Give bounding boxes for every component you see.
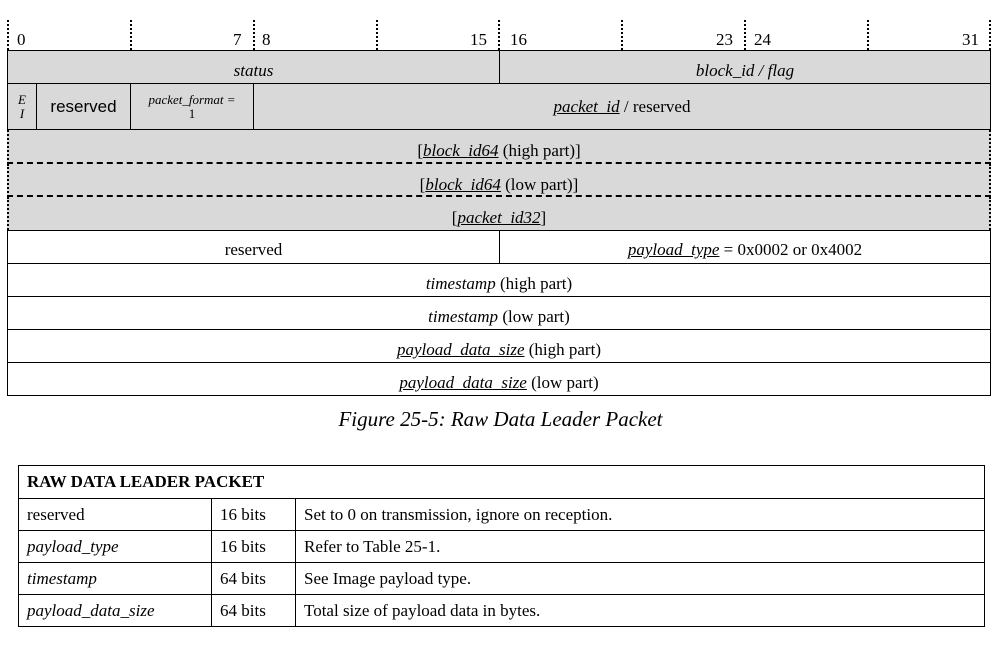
field-bits-cell: 16 bits [212,531,296,563]
packet-id-label: packet_id [553,96,620,116]
bit-label-15: 15 [470,30,487,49]
payload-size-low-field [7,362,991,396]
payload-size-low-rest: (low part) [526,373,599,392]
block-id64-high-field [7,130,991,164]
block-id64-high-name: block_id64 [422,141,499,160]
payload-size-high-rest: (high part) [524,340,601,359]
timestamp-low-name: timestamp [428,307,499,326]
payload-size-high-field [7,329,991,363]
field-bits-cell: 16 bits [212,499,296,531]
status-label: status [233,61,274,80]
packet-id32-open: [ [451,207,458,227]
field-desc-cell: Set to 0 on transmission, ignore on reception. [296,499,985,531]
packet-format-label: packet_format = [148,91,236,107]
packet-format-value: 1 [188,105,196,121]
block-id64-low-rest: (low part)] [500,174,579,194]
field-desc-cell: Total size of payload data in bytes. [296,595,985,627]
payload-size-low-name: payload_data_size [399,373,527,392]
timestamp-high-rest: (high part) [495,274,573,293]
bit-label-0: 0 [17,30,26,49]
bit-label-24: 24 [754,30,771,49]
reserved-16-label: reserved [224,240,283,259]
field-desc-cell: Refer to Table 25-1. [296,531,985,563]
table-row [19,499,985,531]
ei-label-top: E [18,91,26,107]
block-id-flag-label: block_id / flag [695,61,795,80]
table-row [19,531,985,563]
packet-id-reserved-label: / reserved [619,96,691,116]
bit-label-8: 8 [262,30,271,49]
payload-type-name: payload_type [627,240,720,259]
block-id64-low-field [7,164,991,197]
reserved-bits-field [36,83,131,130]
payload-type-value: = 0x0002 or 0x4002 [719,240,863,259]
field-bits-cell: 64 bits [212,595,296,627]
status-field [7,50,500,84]
block-id64-low-name: block_id64 [425,174,501,194]
table-row [19,595,985,627]
field-name-cell: timestamp [19,563,212,595]
packet-format-field [130,83,254,130]
ei-field [7,83,37,130]
payload-size-high-name: payload_data_size [397,340,525,359]
block-id64-high-rest: (high part)] [498,141,581,160]
bit-label-23: 23 [716,30,733,49]
field-name-cell: payload_type [19,531,212,563]
timestamp-high-name: timestamp [425,274,496,293]
timestamp-low-rest: (low part) [498,307,570,326]
field-desc-cell: See Image payload type. [296,563,985,595]
packet-id32-close: ] [540,207,547,227]
packet-id-field [253,83,991,130]
payload-type-field [499,230,991,264]
packet-id32-field [7,197,991,230]
reserved-bits-label: reserved [50,96,117,116]
block-id64-low-open: [ [419,174,426,194]
field-bits-cell: 64 bits [212,563,296,595]
figure-caption: Figure 25-5: Raw Data Leader Packet [338,407,663,431]
field-description-table [18,465,985,627]
timestamp-low-field [7,296,991,330]
table-title: RAW DATA LEADER PACKET [19,466,985,499]
bit-label-7: 7 [233,30,242,49]
field-name-cell: reserved [19,499,212,531]
block-id64-high-open: [ [417,141,423,160]
bit-label-31: 31 [962,30,979,49]
timestamp-high-field [7,263,991,297]
packet-id32-name: packet_id32 [457,207,541,227]
field-name-cell: payload_data_size [19,595,212,627]
table-row [19,563,985,595]
table-header-row [19,466,985,499]
reserved-16-field [7,230,500,264]
ei-label-bottom: I [19,105,25,121]
bit-label-16: 16 [510,30,527,49]
block-id-flag-field [499,50,991,84]
